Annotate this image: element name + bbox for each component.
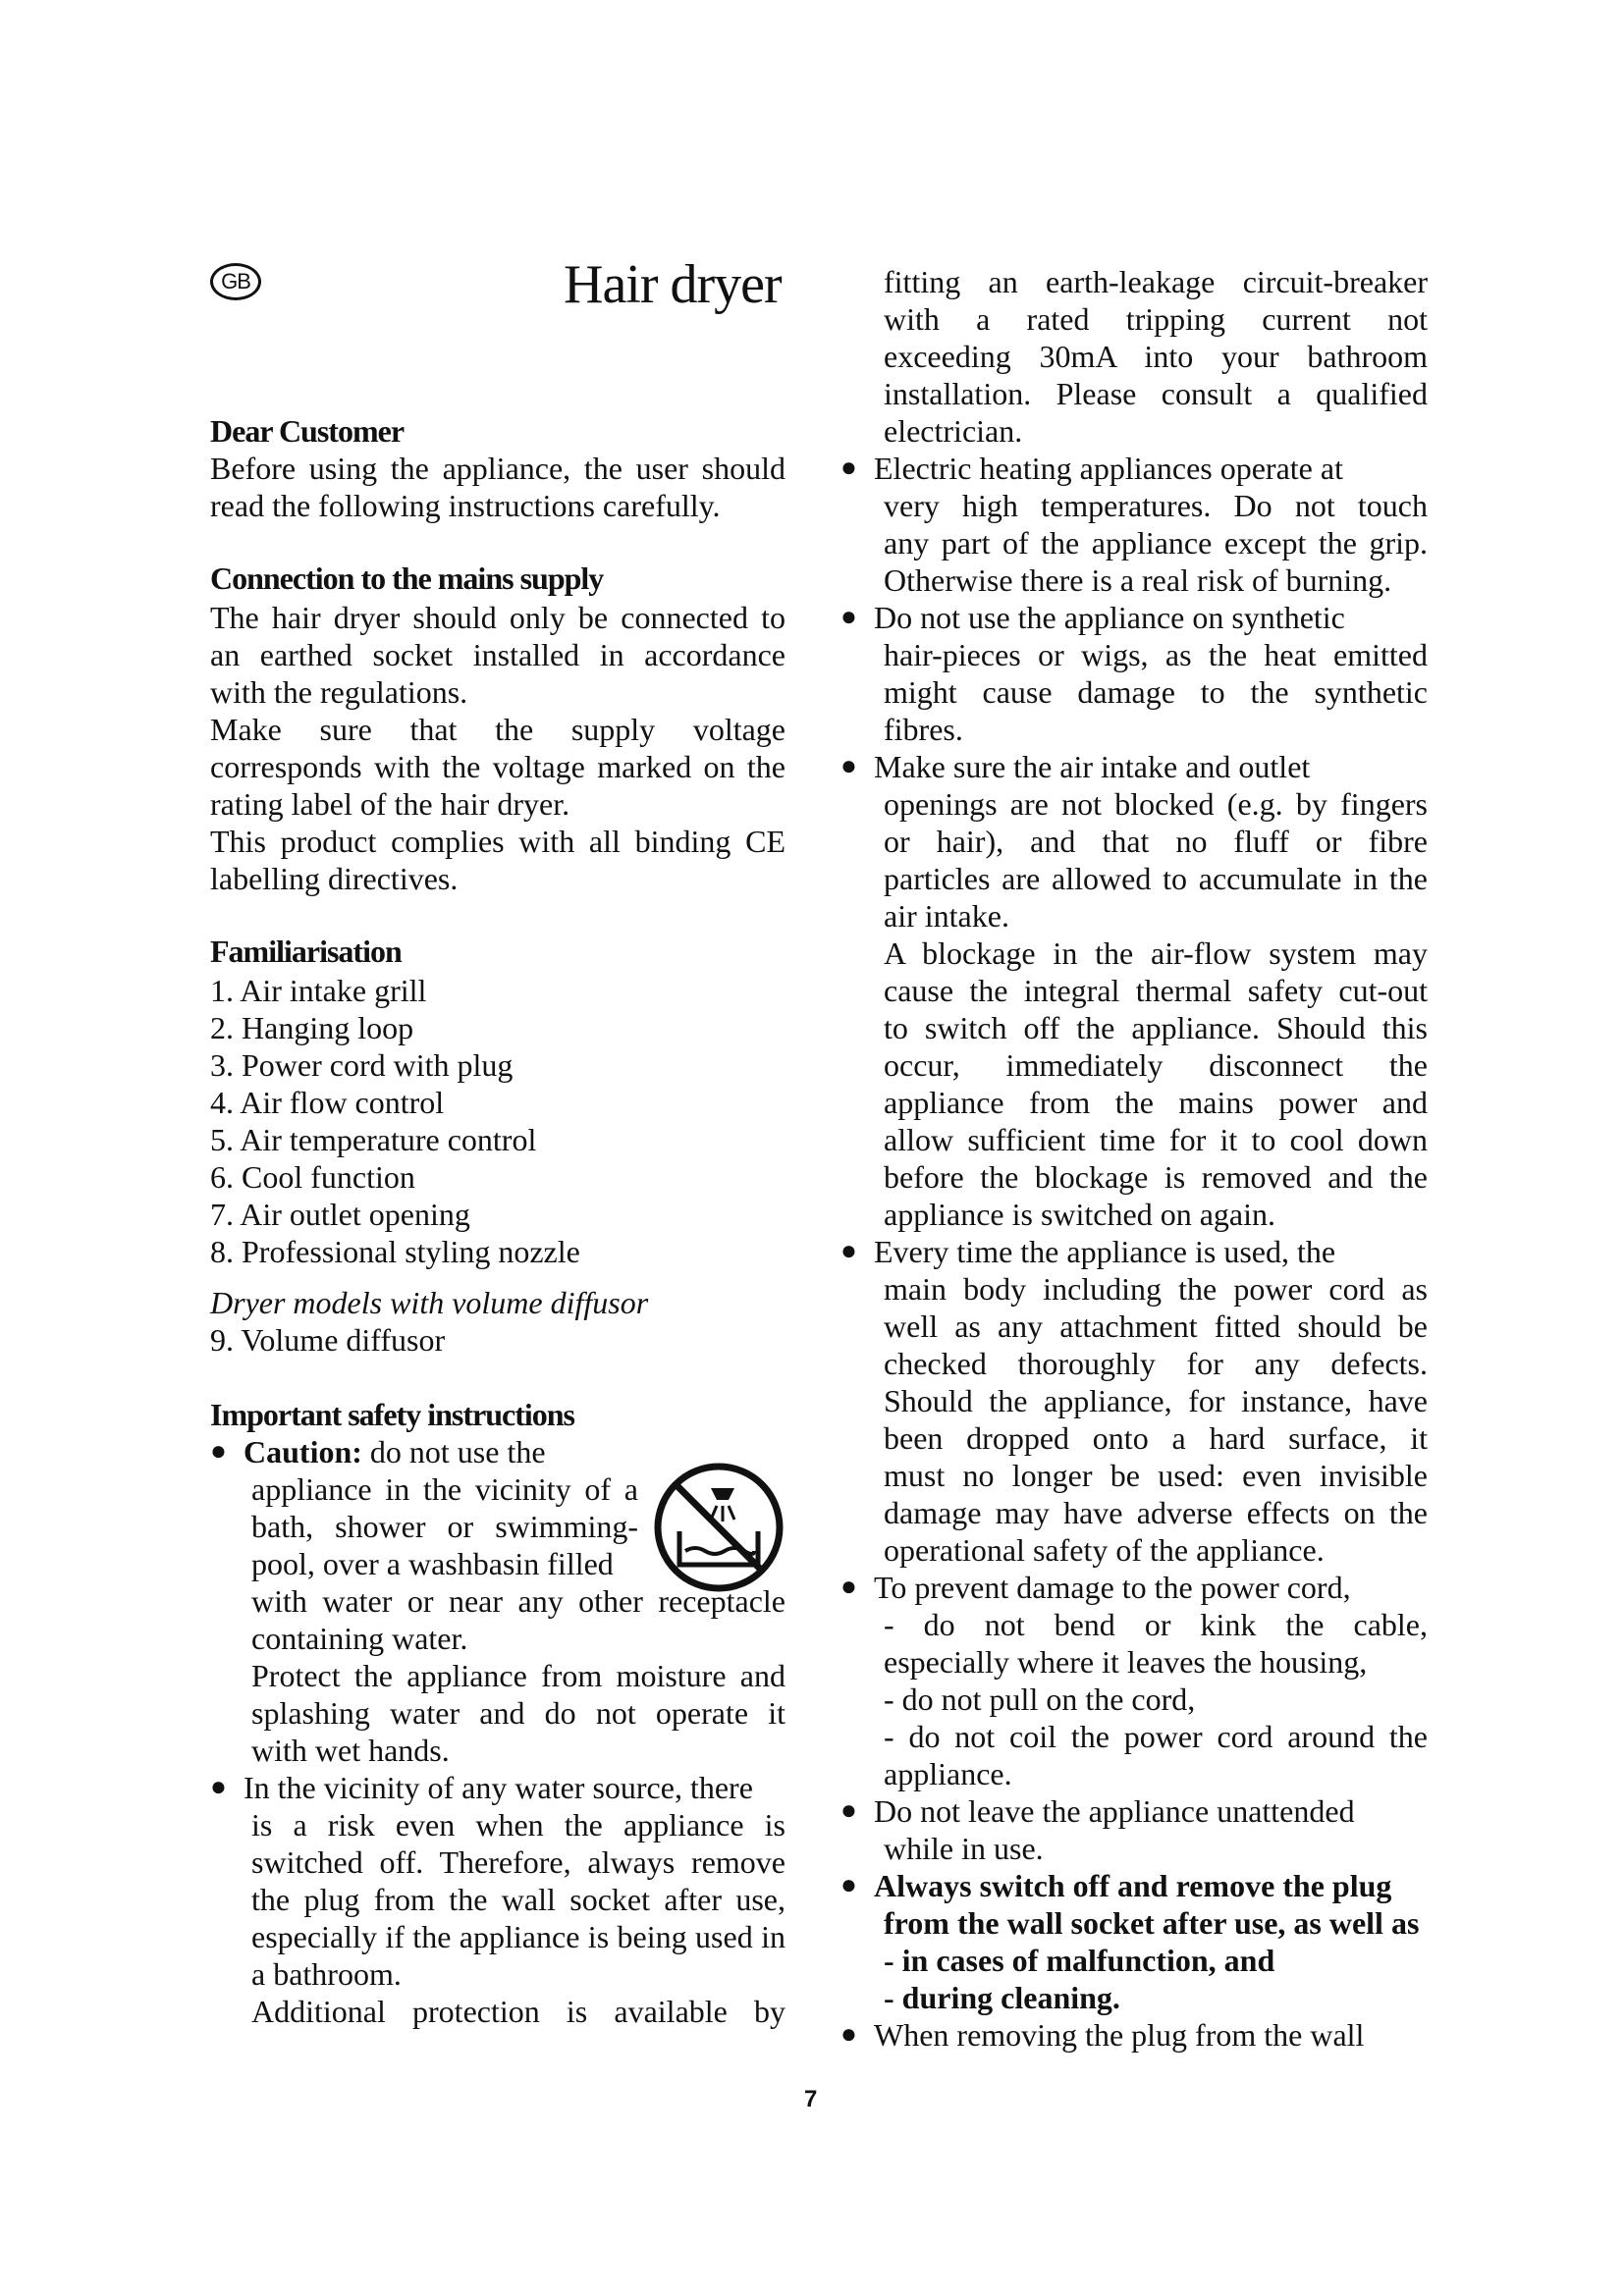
text-line: Make sure that the supply voltage bbox=[210, 712, 785, 747]
text-line: damage may have adverse effects on the bbox=[884, 1495, 1428, 1530]
bullet-line: ● Always switch off and remove the plug bbox=[874, 1867, 1428, 1904]
text-line: bath, shower or swimming- bbox=[251, 1509, 638, 1544]
text-line: 2. Hanging loop bbox=[210, 1010, 414, 1045]
bullet-line bbox=[244, 1433, 638, 1470]
text-line: rating label of the hair dryer. bbox=[210, 786, 570, 822]
text-line: any part of the appliance except the grip. bbox=[884, 525, 1428, 561]
text-line: - during cleaning. bbox=[884, 1980, 1120, 2015]
caution-text: do not use the bbox=[361, 1434, 546, 1469]
no-water-icon bbox=[652, 1461, 785, 1594]
bullet-line: ● In the vicinity of any water source, there bbox=[244, 1769, 785, 1806]
text-line: cause the integral thermal safety cut-out bbox=[884, 973, 1428, 1008]
text-line: labelling directives. bbox=[210, 861, 459, 896]
text-line: Should the appliance, for instance, have bbox=[884, 1383, 1428, 1418]
text-line: checked thoroughly for any defects. bbox=[884, 1346, 1428, 1381]
text-line: appliance from the mains power and bbox=[884, 1085, 1428, 1120]
bullet-line: ● Every time the appliance is used, the bbox=[874, 1233, 1428, 1270]
bullet-line: ● Electric heating appliances operate at bbox=[874, 450, 1428, 487]
bullet-line: ● Do not use the appliance on synthetic bbox=[874, 599, 1428, 636]
text-line: - do not bend or kink the cable, bbox=[884, 1607, 1428, 1642]
text-line: 4. Air flow control bbox=[210, 1085, 445, 1120]
text-line: 7. Air outlet opening bbox=[210, 1197, 470, 1232]
gb-badge: GB bbox=[210, 263, 261, 300]
text-line: might cause damage to the synthetic bbox=[884, 674, 1428, 710]
text-line: - in cases of malfunction, and bbox=[884, 1943, 1275, 1978]
section-heading: Connection to the mains supply bbox=[210, 561, 604, 596]
text-line: been dropped onto a hard surface, it bbox=[884, 1420, 1428, 1456]
text-line: Protect the appliance from moisture and bbox=[251, 1658, 785, 1693]
text-line: from the wall socket after use, as well as bbox=[884, 1905, 1420, 1941]
caution-label: Caution: bbox=[244, 1434, 362, 1469]
text-line: appliance in the vicinity of a bbox=[251, 1471, 638, 1507]
text-line: with water or near any other receptacle bbox=[251, 1583, 785, 1619]
text-line: splashing water and do not operate it bbox=[251, 1695, 785, 1731]
text-line: read the following instructions carefully. bbox=[210, 488, 721, 523]
text-line: exceeding 30mA into your bathroom bbox=[884, 339, 1428, 374]
text-line: - do not pull on the cord, bbox=[884, 1682, 1196, 1717]
text-line: Dryer models with volume diffusor bbox=[210, 1285, 649, 1320]
text-line: A blockage in the air-flow system may bbox=[884, 935, 1428, 971]
text-line: allow sufficient time for it to cool down bbox=[884, 1122, 1428, 1157]
text-line: appliance is switched on again. bbox=[884, 1197, 1275, 1232]
text-line: well as any attachment fitted should be bbox=[884, 1308, 1428, 1344]
text-line: occur, immediately disconnect the bbox=[884, 1047, 1428, 1083]
section-heading: Dear Customer bbox=[210, 413, 405, 449]
page-number: 7 bbox=[804, 2086, 818, 2112]
section-heading: Important safety instructions bbox=[210, 1397, 574, 1432]
text-line: 3. Power cord with plug bbox=[210, 1047, 514, 1083]
text-line: particles are allowed to accumulate in the bbox=[884, 861, 1428, 896]
text-line: with a rated tripping current not bbox=[884, 301, 1428, 337]
text-line: Otherwise there is a real risk of burning. bbox=[884, 562, 1392, 598]
text-line: the plug from the wall socket after use, bbox=[251, 1882, 785, 1917]
text-line: must no longer be used: even invisible bbox=[884, 1458, 1428, 1493]
text-line: with the regulations. bbox=[210, 674, 468, 710]
text-line: Before using the appliance, the user should bbox=[210, 451, 785, 486]
text-line: especially if the appliance is being used in bbox=[251, 1919, 785, 1954]
text-line: appliance. bbox=[884, 1756, 1012, 1791]
text-line: while in use. bbox=[884, 1831, 1044, 1866]
text-line: electrician. bbox=[884, 413, 1023, 449]
bullet-line: ● To prevent damage to the power cord, bbox=[874, 1569, 1428, 1606]
text-line: containing water. bbox=[251, 1621, 468, 1656]
text-line: especially where it leaves the housing, bbox=[884, 1644, 1368, 1680]
text-line: Additional protection is available by bbox=[251, 1994, 785, 2029]
text-line: very high temperatures. Do not touch bbox=[884, 488, 1428, 523]
text-line: installation. Please consult a qualified bbox=[884, 376, 1428, 411]
bullet-line: ● When removing the plug from the wall bbox=[874, 2016, 1428, 2054]
text-line: air intake. bbox=[884, 898, 1009, 934]
text-line: hair-pieces or wigs, as the heat emitted bbox=[884, 637, 1428, 672]
page-title: Hair dryer bbox=[564, 254, 782, 315]
bullet-line: ● Do not leave the appliance unattended bbox=[874, 1792, 1428, 1830]
text-line: main body including the power cord as bbox=[884, 1271, 1428, 1307]
text-line: is a risk even when the appliance is bbox=[251, 1807, 785, 1842]
text-line: This product complies with all binding CE bbox=[210, 824, 785, 859]
bullet-line: ● Make sure the air intake and outlet bbox=[874, 748, 1428, 785]
text-line: 6. Cool function bbox=[210, 1159, 415, 1195]
text-line: an earthed socket installed in accordance bbox=[210, 637, 785, 672]
text-line: - do not coil the power cord around the bbox=[884, 1719, 1428, 1754]
text-line: a bathroom. bbox=[251, 1956, 402, 1992]
text-line: 5. Air temperature control bbox=[210, 1122, 537, 1157]
section-heading: Familiarisation bbox=[210, 934, 402, 969]
text-line: operational safety of the appliance. bbox=[884, 1532, 1325, 1568]
text-line: 1. Air intake grill bbox=[210, 973, 427, 1008]
text-line: 9. Volume diffusor bbox=[210, 1322, 446, 1358]
text-line: corresponds with the voltage marked on the bbox=[210, 749, 785, 784]
text-line: 8. Professional styling nozzle bbox=[210, 1234, 580, 1269]
text-line: pool, over a washbasin filled bbox=[251, 1546, 614, 1581]
text-line: openings are not blocked (e.g. by fingers bbox=[884, 786, 1428, 822]
text-line: The hair dryer should only be connected to bbox=[210, 600, 785, 635]
text-line: switched off. Therefore, always remove bbox=[251, 1844, 785, 1880]
text-line: fibres. bbox=[884, 712, 963, 747]
text-line: fitting an earth-leakage circuit-breaker bbox=[884, 264, 1428, 299]
text-line: or hair), and that no fluff or fibre bbox=[884, 824, 1428, 859]
text-line: to switch off the appliance. Should this bbox=[884, 1010, 1428, 1045]
text-line: with wet hands. bbox=[251, 1733, 450, 1768]
text-line: before the blockage is removed and the bbox=[884, 1159, 1428, 1195]
